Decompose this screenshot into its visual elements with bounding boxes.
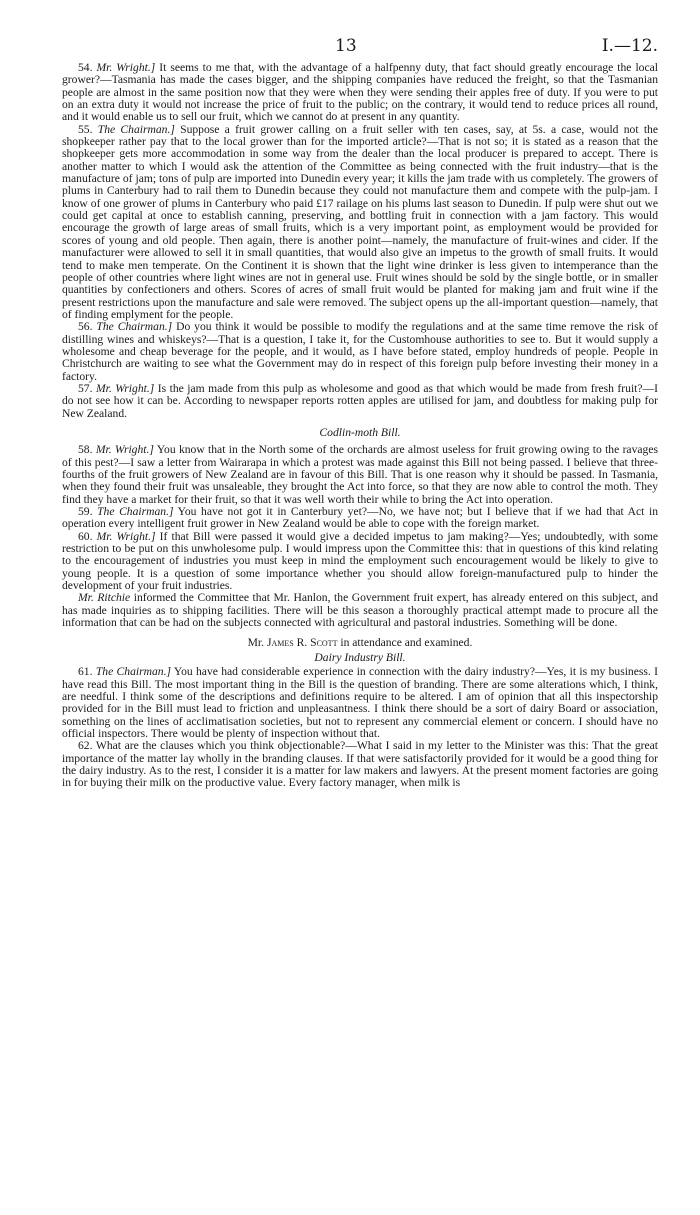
speaker: Mr. Wright.] bbox=[96, 529, 156, 543]
question-number: 58. bbox=[78, 443, 93, 457]
paragraph-text: You have not got it in Canterbury yet?—No, we have not; but I believe that if we had that Act in operation every intelligent fruit grower in New Zealand would be able to cope with the foreign market. bbox=[62, 505, 658, 531]
paragraph-text: Do you think it would be possible to modify the regulations and at the same time remove the risk of distilling wines and whiskeys?—That is a question, I take it, for the Customhouse authorities to see to. But it would supply a wholesome and cheap beverage for the people, and it would, as I have before stated, employ hundreds of people. People in Christchurch are waiting to see what the Government may do in respect of this foreign pulp before investing their money in a factory. bbox=[62, 320, 658, 383]
paragraph-text: If that Bill were passed it would give a decided impetus to jam making?—Yes; undoubtedly, with some restriction to be put on this unwholesome pulp. I would impress upon the Committee this: that in questions of this kind relating to the encouragement of industries you must keep in mind the employment such encouragement would be likely to give to young people. It is a question of some importance whether you should allow foreign-manufactured pulp to hinder the development of your fruit industries. bbox=[62, 529, 658, 593]
question-number: 61. bbox=[78, 665, 93, 679]
question-number: 54. bbox=[78, 61, 93, 74]
page-number: 13 bbox=[335, 36, 357, 56]
paper-reference: I.—12. bbox=[601, 36, 658, 56]
page-header bbox=[62, 36, 658, 62]
paragraph-text: It seems to me that, with the advantage of a halfpenny duty, that fact should greatly encourage the local grower?—Tasmania has made the cases bigger, and the shipping companies have reduced the freight, so that the Tasmanian people are almost in the same position now that they were when they were sending their apples free of duty. If you were to put on an extra duty it would not increase the price of fruit to the public; on the contrary, it would tend to reduce prices all round, and it would enable us to sell our fruit, which we cannot do at present in any quantity. bbox=[62, 61, 658, 124]
speaker: Mr. Wright.] bbox=[95, 443, 154, 457]
document-body bbox=[62, 62, 658, 790]
question-number: 55. bbox=[78, 122, 93, 136]
question-number: 60. bbox=[78, 529, 93, 543]
section-heading-codlin-moth: Codlin-moth Bill. bbox=[319, 425, 401, 439]
document-page bbox=[62, 36, 658, 790]
paragraph-56 bbox=[62, 321, 658, 383]
witness-suffix: in attendance and examined. bbox=[337, 636, 473, 650]
question-number: 62. bbox=[78, 739, 93, 753]
paragraph-55 bbox=[62, 124, 658, 322]
speaker: The Chairman.] bbox=[97, 122, 175, 136]
speaker: Mr. Wright.] bbox=[96, 381, 155, 395]
section-codlin-moth bbox=[62, 444, 658, 629]
question-number: 59. bbox=[78, 505, 93, 519]
witness-line bbox=[62, 637, 658, 649]
witness-prefix: Mr. bbox=[247, 636, 267, 650]
paragraph-59 bbox=[62, 506, 658, 531]
speaker: The Chairman.] bbox=[96, 320, 173, 334]
paragraph-54 bbox=[62, 62, 658, 124]
question-number: 57. bbox=[78, 381, 93, 395]
speaker: The Chairman.] bbox=[95, 665, 171, 679]
paragraph-60 bbox=[62, 531, 658, 593]
paragraph-text: What are the clauses which you think objectionable?—What I said in my letter to the Minister was this: That the great importance of the matter lay wholly in the branding clauses. If that were satisfactorily provided for it would be a good thing for the dairy industry. As to the rest, I consider it is a matter for law makers and lawyers. At the present moment factories are going in for buying their milk on the productive value. Every factory manager, when milk is bbox=[62, 739, 658, 790]
speaker: Mr. Wright.] bbox=[96, 61, 156, 74]
paragraph-62 bbox=[62, 740, 658, 789]
paragraph-58 bbox=[62, 444, 658, 506]
question-number: 56. bbox=[78, 320, 93, 334]
section-dairy-industry bbox=[62, 666, 658, 789]
paragraph-text: You know that in the North some of the orchards are almost useless for fruit growing owing to the ravages of this pest?—I saw a letter from Wairarapa in which a protest was made against this Bill not being passed. I believe that three-fourths of the fruit growers of New Zealand are in favour of this Bill. That is one reason why it should be passed. In Tasmania, when they found their fruit was unsaleable, they brought the Act into force, so that they are now able to control the moth. They find they have a market for their fruit, so that it was well worth their while to bring the Act into operation. bbox=[62, 443, 658, 506]
section-heading-dairy-industry: Dairy Industry Bill. bbox=[314, 650, 406, 664]
speaker: Mr. Ritchie bbox=[78, 591, 131, 605]
paragraph-text: informed the Committee that Mr. Hanlon, the Government fruit expert, has already entered on this subject, and has made inquiries as to shipping facilities. There will be this season a thoroughly practical attempt made to procure all the information that can be had on the subjects connected with agricultural and pastoral industries. Something will be done. bbox=[62, 591, 658, 630]
paragraph-61 bbox=[62, 666, 658, 740]
section-fruit bbox=[62, 62, 658, 420]
paragraph-ritchie bbox=[62, 592, 658, 629]
speaker: The Chairman.] bbox=[97, 505, 174, 519]
paragraph-text: Is the jam made from this pulp as wholesome and good as that which would be made from fresh fruit?—I do not see how it can be. According to newspaper reports rotten apples are utilised for jam, and doubtless for making pulp for New Zealand. bbox=[62, 381, 658, 420]
paragraph-text: You have had considerable experience in connection with the dairy industry?—Yes, it is my business. I have read this Bill. The most important thing in the Bill is the question of branding. There are some alterations which, I think, are needful. I think some of the descriptions and definitions require to be altered. I am of opinion that all this inspectorship provided for in the Bill must lead to friction and unpleasantness. I think there should be a sort of dairy Board or association, something on the lines of acclimatisation societies, but not to represent any commercial element or concern. I should have no official inspectors. There would be plenty of inspection without that. bbox=[62, 665, 658, 740]
paragraph-57 bbox=[62, 383, 658, 420]
witness-name: James R. Scott bbox=[266, 636, 338, 650]
paragraph-text: Suppose a fruit grower calling on a fruit seller with ten cases, say, at 5s. a case, would not the shopkeeper rather pay that to the local grower than for the imported article?—That is not so; it is stated as a reason that the shopkeeper gets more accommodation in some way from the dealer than the local producer is prepared to accept. There is another matter to which I would ask the attention of the Committee as being connected with the fruit industry—that is the manufacture of jam; tons of pulp are imported into Dunedin every year; it kills the jam trade with us completely. The growers of plums in Canterbury had to rail them to Dunedin because they could not manufacture them and compete with the pulp-jam. I know of one grower of plums in Canterbury who paid £17 railage on his plums last season to Dunedin. If pulp were shut out we could get capital at once to establish canning, preserving, and bottling fruit in connection with a jam factory. This would encourage the growth of large areas of small fruits, which is a very important point, as employment would be provided for scores of young and old people. Then again, there is another point—namely, the manufacture of fruit-wines and cider. If the manufacturer were allowed to sell it in small quantities, that would also give an impetus to the growth of small fruits. It would tend to make men temperate. On the Continent it is shown that the light wine drinker is less given to intemperance than the people of other countries where light wines are not in general use. Fruit wines should be sold by the single bottle, or in smaller quantities by confectioners and others. Scores of acres of small fruit would be planted for making jam and fruit wine if the present restrictions upon the manufacture and sale were removed. The subject opens up the all-important question—namely, that of finding emplyment for the people. bbox=[62, 122, 658, 321]
